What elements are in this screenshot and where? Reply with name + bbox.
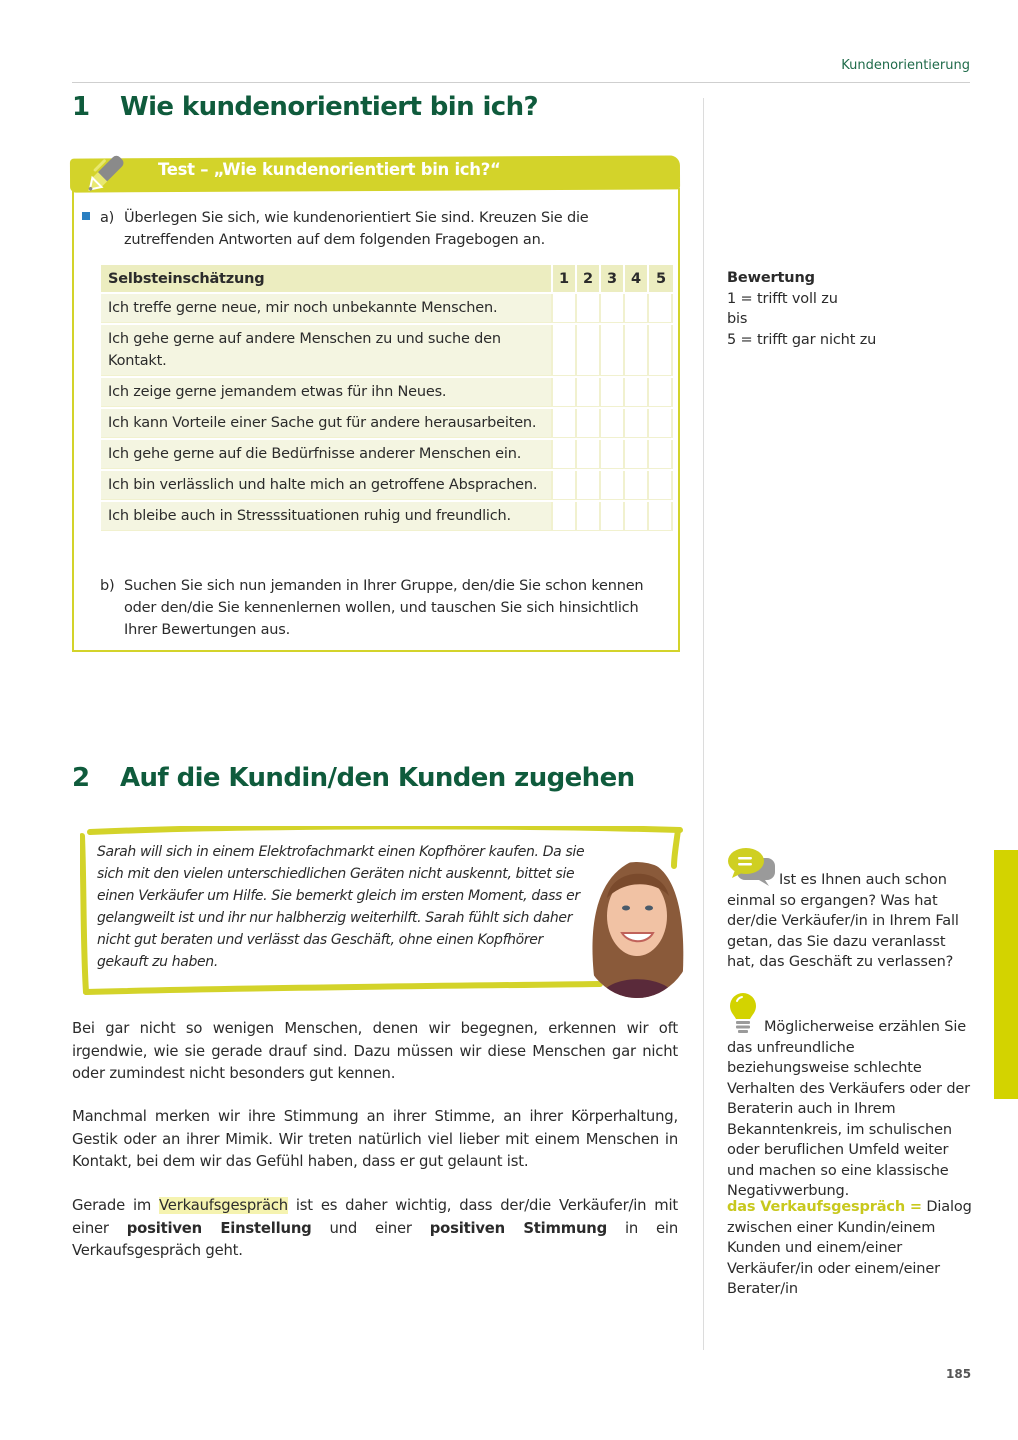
task-a-label: a)	[100, 210, 115, 226]
discussion-question: Ist es Ihnen auch schon einmal so ergangen? Was hat der/die Verkäufer/in in Ihrem Fall getan, das Sie dazu veranlasst hat, das Geschäft zu verlassen?	[727, 872, 959, 970]
paragraph-3	[72, 1195, 678, 1263]
section-2-heading	[72, 763, 635, 793]
rating-legend-line-2: bis	[727, 311, 748, 327]
test-title: Test – „Wie kundenorientiert bin ich?“	[158, 160, 501, 179]
rating-cell-4[interactable]	[623, 294, 647, 323]
rating-cell-5[interactable]	[647, 409, 673, 438]
statement-text: Ich bin verlässlich und halte mich an getroffene Absprachen.	[101, 471, 551, 500]
paragraph-1: Bei gar nicht so wenigen Menschen, denen wir begegnen, erkennen wir oft irgendwie, wie sie gerade drauf sind. Dazu müssen wir diese Menschen gar nicht oder zumindest nicht besonders gut kennen.	[72, 1020, 678, 1082]
questionnaire-row	[101, 440, 673, 469]
questionnaire-row	[101, 502, 673, 531]
pen-icon	[80, 146, 140, 194]
rating-legend-line-3: 5 = trifft gar nicht zu	[727, 331, 877, 348]
section-1-heading	[72, 92, 538, 122]
rating-cell-1[interactable]	[551, 409, 575, 438]
glossary-definition	[727, 1197, 977, 1300]
section-number: 1	[72, 92, 90, 122]
bullet-icon	[82, 212, 90, 220]
rating-cell-4[interactable]	[623, 440, 647, 469]
questionnaire-row	[101, 471, 673, 500]
rating-cell-1[interactable]	[551, 440, 575, 469]
scale-4: 4	[623, 265, 647, 292]
paragraph-3-text: Gerade im	[72, 1197, 160, 1214]
rating-cell-5[interactable]	[647, 471, 673, 500]
rating-cell-4[interactable]	[623, 409, 647, 438]
rating-cell-3[interactable]	[599, 409, 623, 438]
paragraph-3-text: und einer	[311, 1219, 430, 1237]
rating-cell-5[interactable]	[647, 325, 673, 376]
questionnaire-row	[101, 294, 673, 323]
statement-text: Ich zeige gerne jemandem etwas für ihn Neues.	[101, 378, 551, 407]
bold-term: positiven Einstellung	[126, 1219, 312, 1237]
portrait-image	[577, 838, 695, 998]
paragraph-3-text: ist es daher wichtig, dass der/die Verkäufer/in mit einer	[72, 1197, 678, 1237]
questionnaire-row	[101, 325, 673, 376]
tip-text: Möglicherweise erzählen Sie das unfreundliche beziehungsweise schlechte Verhalten des Verkäufers oder der Beraterin auch in Ihrem Bekanntenkreis, im schulischen oder beruflichen Umfeld weiter und machen so eine klassische Negativwerbung.	[727, 1019, 970, 1199]
rating-cell-2[interactable]	[575, 502, 599, 531]
scale-2: 2	[575, 265, 599, 292]
rating-cell-4[interactable]	[623, 325, 647, 376]
questionnaire-table	[101, 263, 673, 533]
scale-1: 1	[551, 265, 575, 292]
rating-cell-4[interactable]	[623, 502, 647, 531]
rating-cell-2[interactable]	[575, 409, 599, 438]
story-text: Sarah will sich in einem Elektrofachmarkt einen Kopfhörer kaufen. Da sie sich mit den vielen unterschiedlichen Geräten nicht auskennt, bittet sie einen Verkäufer um Hilfe. Sie bemerkt gleich im ersten Moment, dass er gelangweilt ist und ihr nur halbherzig weiterhilft. Sarah fühlt sich daher nicht gut beraten und verlässt das Geschäft, ohne einen Kopfhörer gekauft zu haben.	[97, 844, 585, 970]
glossary-definition-text: Dialog zwischen einer Kundin/einem Kunden und einem/einer Verkäufer/in oder einem/einer Berater/in	[727, 1199, 972, 1297]
questionnaire-row	[101, 378, 673, 407]
rating-cell-3[interactable]	[599, 502, 623, 531]
paragraph-3-text: in ein Verkaufsgespräch geht.	[72, 1219, 678, 1259]
task-b-label: b)	[100, 578, 115, 594]
glossary-term: das Verkaufsgespräch =	[727, 1199, 922, 1215]
rating-cell-3[interactable]	[599, 294, 623, 323]
statement-text: Ich bleibe auch in Stresssituationen ruhig und freundlich.	[101, 502, 551, 531]
questionnaire-header: Selbsteinschätzung	[101, 265, 551, 292]
rating-cell-1[interactable]	[551, 294, 575, 323]
column-divider	[703, 98, 704, 1350]
rating-cell-3[interactable]	[599, 471, 623, 500]
scale-5: 5	[647, 265, 673, 292]
rating-cell-2[interactable]	[575, 325, 599, 376]
rating-cell-2[interactable]	[575, 440, 599, 469]
rating-legend-line-1: 1 = trifft voll zu	[727, 290, 838, 307]
task-b-text: Suchen Sie sich nun jemanden in Ihrer Gruppe, den/die Sie schon kennen oder den/die Sie kennenlernen wollen, und tauschen Sie sich hinsichtlich Ihrer Bewertungen aus.	[124, 578, 644, 638]
rating-cell-3[interactable]	[599, 440, 623, 469]
header-divider	[72, 82, 970, 83]
paragraph-2: Manchmal merken wir ihre Stimmung an ihrer Stimme, an ihrer Körperhaltung, Gestik oder an ihrer Mimik. Wir treten natürlich viel lieber mit einem Menschen in Kontakt, bei dem wir das Gefühl haben, dass er gut gelaunt ist.	[72, 1108, 678, 1170]
section-number: 2	[72, 763, 90, 793]
rating-cell-1[interactable]	[551, 378, 575, 407]
rating-cell-4[interactable]	[623, 378, 647, 407]
rating-cell-3[interactable]	[599, 325, 623, 376]
bold-term: positiven Stimmung	[429, 1219, 608, 1237]
rating-cell-5[interactable]	[647, 440, 673, 469]
scale-3: 3	[599, 265, 623, 292]
rating-cell-1[interactable]	[551, 325, 575, 376]
rating-legend	[727, 268, 977, 350]
rating-cell-5[interactable]	[647, 294, 673, 323]
rating-cell-5[interactable]	[647, 378, 673, 407]
rating-cell-3[interactable]	[599, 378, 623, 407]
rating-cell-1[interactable]	[551, 502, 575, 531]
section-title: Wie kundenorientiert bin ich?	[120, 92, 538, 122]
rating-cell-2[interactable]	[575, 471, 599, 500]
rating-cell-2[interactable]	[575, 378, 599, 407]
section-title: Auf die Kundin/den Kunden zugehen	[120, 763, 635, 793]
questionnaire-row	[101, 409, 673, 438]
rating-legend-title: Bewertung	[727, 270, 815, 286]
task-a-text: Überlegen Sie sich, wie kundenorientiert Sie sind. Kreuzen Sie die zutreffenden Antworten auf dem folgenden Fragebogen an.	[124, 210, 589, 248]
running-head: Kundenorientierung	[841, 58, 970, 73]
rating-cell-2[interactable]	[575, 294, 599, 323]
task-b	[100, 575, 674, 641]
page-number: 185	[946, 1367, 972, 1381]
rating-cell-1[interactable]	[551, 471, 575, 500]
task-a	[82, 207, 672, 251]
rating-cell-4[interactable]	[623, 471, 647, 500]
statement-text: Ich gehe gerne auf die Bedürfnisse anderer Menschen ein.	[101, 440, 551, 469]
chapter-thumb-tab	[994, 850, 1018, 1099]
glossary-link-verkaufsgespraech[interactable]: Verkaufsgespräch	[159, 1197, 288, 1214]
statement-text: Ich kann Vorteile einer Sache gut für andere herausarbeiten.	[101, 409, 551, 438]
rating-cell-5[interactable]	[647, 502, 673, 531]
statement-text: Ich treffe gerne neue, mir noch unbekannte Menschen.	[101, 294, 551, 323]
statement-text: Ich gehe gerne auf andere Menschen zu und suche den Kontakt.	[101, 325, 551, 376]
